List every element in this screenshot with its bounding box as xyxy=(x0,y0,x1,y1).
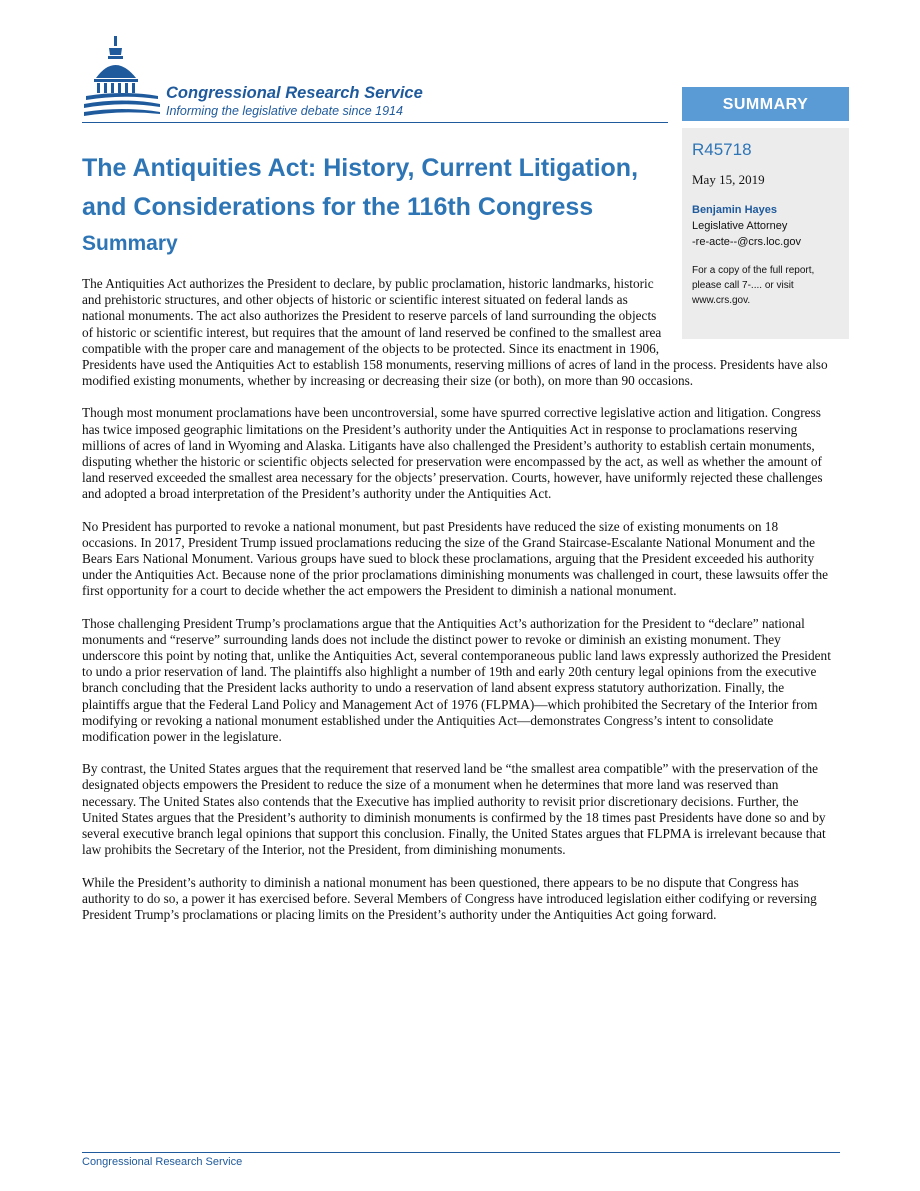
report-id: R45718 xyxy=(692,140,752,159)
body-paragraph: No President has purported to revoke a national monument, but past Presidents have reduced the size of existing monuments on 18 occasions. In 2017, President Trump issued proclamations reducing the size of the Grand Staircase-Escalante National Monument and the Bears Ears National Monument. Various groups have sued to block these proclamations, arguing that the President exceeded his authority under the Antiquities Act. Because none of the prior proclamations diminishing monuments was challenged in court, these lawsuits offer the first opportunity for a court to decide whether the act empowers the President to diminish a national monument. xyxy=(82,518,829,599)
author-title: Legislative Attorney xyxy=(692,220,788,232)
summary-body xyxy=(82,276,834,939)
body-paragraph xyxy=(82,276,834,389)
body-paragraph: Those challenging President Trump’s proclamations argue that the Antiquities Act’s authorization for the President to “declare” national monuments and “reserve” surrounding lands does not include the distinct power to revoke or diminish an existing monument. They underscore this point by noting that, unlike the Antiquities Act, several contemporaneous public land laws expressly authorized the President to undo a prior reservation of land. The plaintiffs also highlight a number of 19th and early 20th century legal opinions from the executive branch concluding that the President lacks authority to undo a reservation of land absent express statutory authorization. Finally, the plaintiffs argue that the Federal Land Policy and Management Act of 1976 (FLPMA)—which prohibited the Secretary of the Interior from modifying or revoking a national monument established under the Antiquities Act—demonstrates Congress’s intent to consolidate modification power in the legislature. xyxy=(82,615,831,745)
crs-logo xyxy=(82,34,472,124)
org-tagline: Informing the legislative debate since 1914 xyxy=(166,104,403,118)
header-divider xyxy=(82,122,668,123)
section-heading: Summary xyxy=(82,232,178,255)
footer-divider xyxy=(82,1152,840,1153)
summary-label: SUMMARY xyxy=(682,87,849,121)
footer-text: Congressional Research Service xyxy=(82,1156,243,1168)
author-name: Benjamin Hayes xyxy=(692,204,777,216)
document-title: The Antiquities Act: History, Current Litigation, and Considerations for the 116th Congress xyxy=(82,154,639,221)
author-email[interactable]: -re-acte--@crs.loc.gov xyxy=(692,236,801,248)
body-paragraph: Though most monument proclamations have been uncontroversial, some have spurred corrective legislative action and litigation. Congress has twice imposed geographic limitations on the President’s authority under the Antiquities Act in response to proclamations reserving millions of acres of land in Wyoming and Alaska. Litigants have also challenged the President’s authority to establish certain monuments, disputing whether the historic or scientific objects selected for preservation were encompassed by the act, as well as whether the amount of land reserved exceeded the smallest area necessary for the objects’ preservation. Courts, however, have uniformly rejected these challenges and adopted a broad interpretation of the President’s authority under the Antiquities Act. xyxy=(82,405,823,502)
body-paragraph: By contrast, the United States argues that the requirement that reserved land be “the smallest area compatible” with the preservation of the designated objects empowers the President to reduce the size of a monument when he determines that more land was reserved than necessary. The United States also contends that the Executive has implied authority to revisit prior discretionary decisions. Further, the United States argues that the President’s authority to diminish monuments is confirmed by the 18 times past Presidents have done so and by several executive branch legal opinions that support this conclusion. Finally, the United States argues that FLPMA is irrelevant because that law prohibits the Secretary of the Interior, not the President, from diminishing monuments. xyxy=(82,761,826,858)
copy-note: For a copy of the full report, please call 7-.... or visit www.crs.gov. xyxy=(692,265,815,306)
body-paragraph: While the President’s authority to diminish a national monument has been questioned, there appears to be no dispute that Congress has authority to do so, a power it has exercised before. Several Members of Congress have introduced legislation either codifying or reversing President Trump’s proclamations or placing limits on the President’s authority under the Antiquities Act going forward. xyxy=(82,874,817,922)
report-date: May 15, 2019 xyxy=(692,172,765,187)
org-name: Congressional Research Service xyxy=(166,84,423,102)
capitol-dome-icon xyxy=(82,34,162,124)
body-paragraph-text: The Antiquities Act authorizes the President to declare, by public proclamation, historic landmarks, historic and prehistoric structures, and other objects of historic or scientific interest situated on federal lands as national monuments. The act also authorizes the President to reserve parcels of land surrounding the objects of historic or scientific interest, but requires that the amount of land reserved be confined to the smallest area compatible with the proper care and management of the objects to be protected. Since its enactment in 1906, Presidents have used the Antiquities Act to establish 158 monuments, reserving millions of acres of land in the process. Presidents have also modified existing monuments, whether by increasing or decreasing their size (or both), on more than 90 occasions. xyxy=(82,276,828,389)
